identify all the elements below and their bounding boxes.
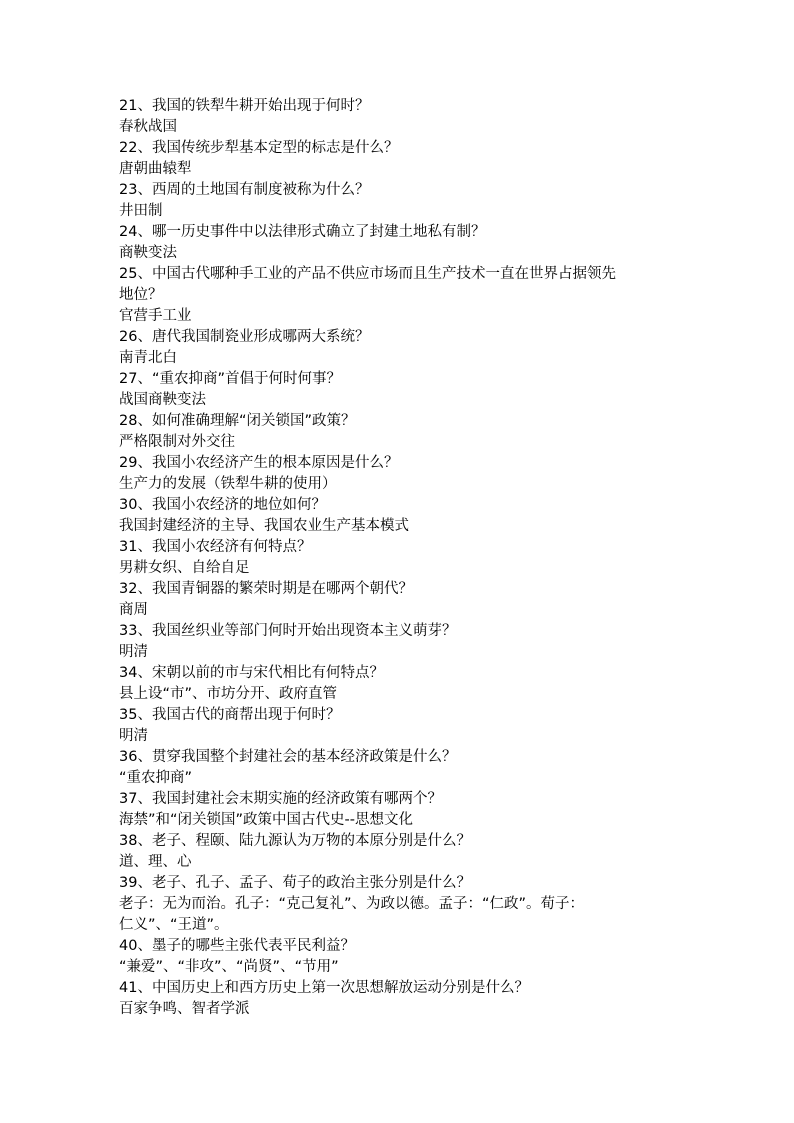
- answer-line: 百家争鸣、智者学派: [119, 1001, 250, 1017]
- answer-line: 海禁”和“闭关锁国”政策中国古代史--思想文化: [119, 812, 413, 828]
- answer-line: 官营手工业: [119, 308, 192, 324]
- question-line: 30、我国小农经济的地位如何？: [119, 497, 326, 513]
- question-line: 32、我国青铜器的繁荣时期是在哪两个朝代？: [119, 581, 413, 597]
- question-line: 37、我国封建社会末期实施的经济政策有哪两个？: [119, 791, 442, 807]
- answer-line: 明清: [119, 644, 148, 660]
- answer-line: 县上设“市”、市坊分开、政府直管: [119, 686, 338, 702]
- question-line: 35、我国古代的商帮出现于何时？: [119, 707, 341, 723]
- answer-line: “重农抑商”: [119, 770, 193, 786]
- answer-line: 井田制: [119, 203, 163, 219]
- answer-line: 严格限制对外交往: [119, 434, 235, 450]
- answer-line: 商鞅变法: [119, 245, 177, 261]
- question-line: 21、我国的铁犁牛耕开始出现于何时？: [119, 98, 370, 114]
- question-line: 23、西周的土地国有制度被称为什么？: [119, 182, 370, 198]
- question-line: 24、哪一历史事件中以法律形式确立了封建土地私有制？: [119, 224, 486, 240]
- answer-line: 战国商鞅变法: [119, 392, 206, 408]
- answer-line-continued: 仁义”、“王道”。: [119, 917, 229, 933]
- answer-line: 明清: [119, 728, 148, 744]
- answer-line: 我国封建经济的主导、我国农业生产基本模式: [119, 518, 409, 534]
- question-line: 31、我国小农经济有何特点？: [119, 539, 312, 555]
- question-line: 29、我国小农经济产生的根本原因是什么？: [119, 455, 399, 471]
- answer-line: 男耕女织、自给自足: [119, 560, 250, 576]
- question-line: 27、“重农抑商”首倡于何时何事？: [119, 371, 341, 387]
- answer-line: 生产力的发展（铁犁牛耕的使用）: [119, 476, 337, 492]
- answer-line: 商周: [119, 602, 148, 618]
- question-line: 26、唐代我国制瓷业形成哪两大系统？: [119, 329, 370, 345]
- question-line: 36、贯穿我国整个封建社会的基本经济政策是什么？: [119, 749, 457, 765]
- answer-line: 南青北白: [119, 350, 177, 366]
- question-line: 39、老子、孔子、孟子、荀子的政治主张分别是什么？: [119, 875, 471, 891]
- answer-line: 老子：无为而治。孔子：“克己复礼”、为政以德。孟子：“仁政”。荀子：: [119, 896, 585, 912]
- question-line: 38、老子、程颐、陆九源认为万物的本原分别是什么？: [119, 833, 471, 849]
- question-line: 40、墨子的哪些主张代表平民利益？: [119, 938, 355, 954]
- question-line: 22、我国传统步犁基本定型的标志是什么？: [119, 140, 399, 156]
- question-line: 33、我国丝织业等部门何时开始出现资本主义萌芽？: [119, 623, 457, 639]
- question-line-continued: 地位？: [119, 287, 163, 303]
- document-body: [119, 96, 679, 1020]
- answer-line: 春秋战国: [119, 119, 177, 135]
- answer-line: 道、理、心: [119, 854, 192, 870]
- question-line: 34、宋朝以前的市与宋代相比有何特点？: [119, 665, 384, 681]
- question-line: 25、中国古代哪种手工业的产品不供应市场而且生产技术一直在世界占据领先: [119, 266, 616, 282]
- question-line: 41、中国历史上和西方历史上第一次思想解放运动分别是什么？: [119, 980, 529, 996]
- answer-line: 唐朝曲辕犁: [119, 161, 192, 177]
- answer-line: “兼爱”、“非攻”、“尚贤”、“节用”: [119, 959, 339, 975]
- question-line: 28、如何准确理解“闭关锁国”政策？: [119, 413, 356, 429]
